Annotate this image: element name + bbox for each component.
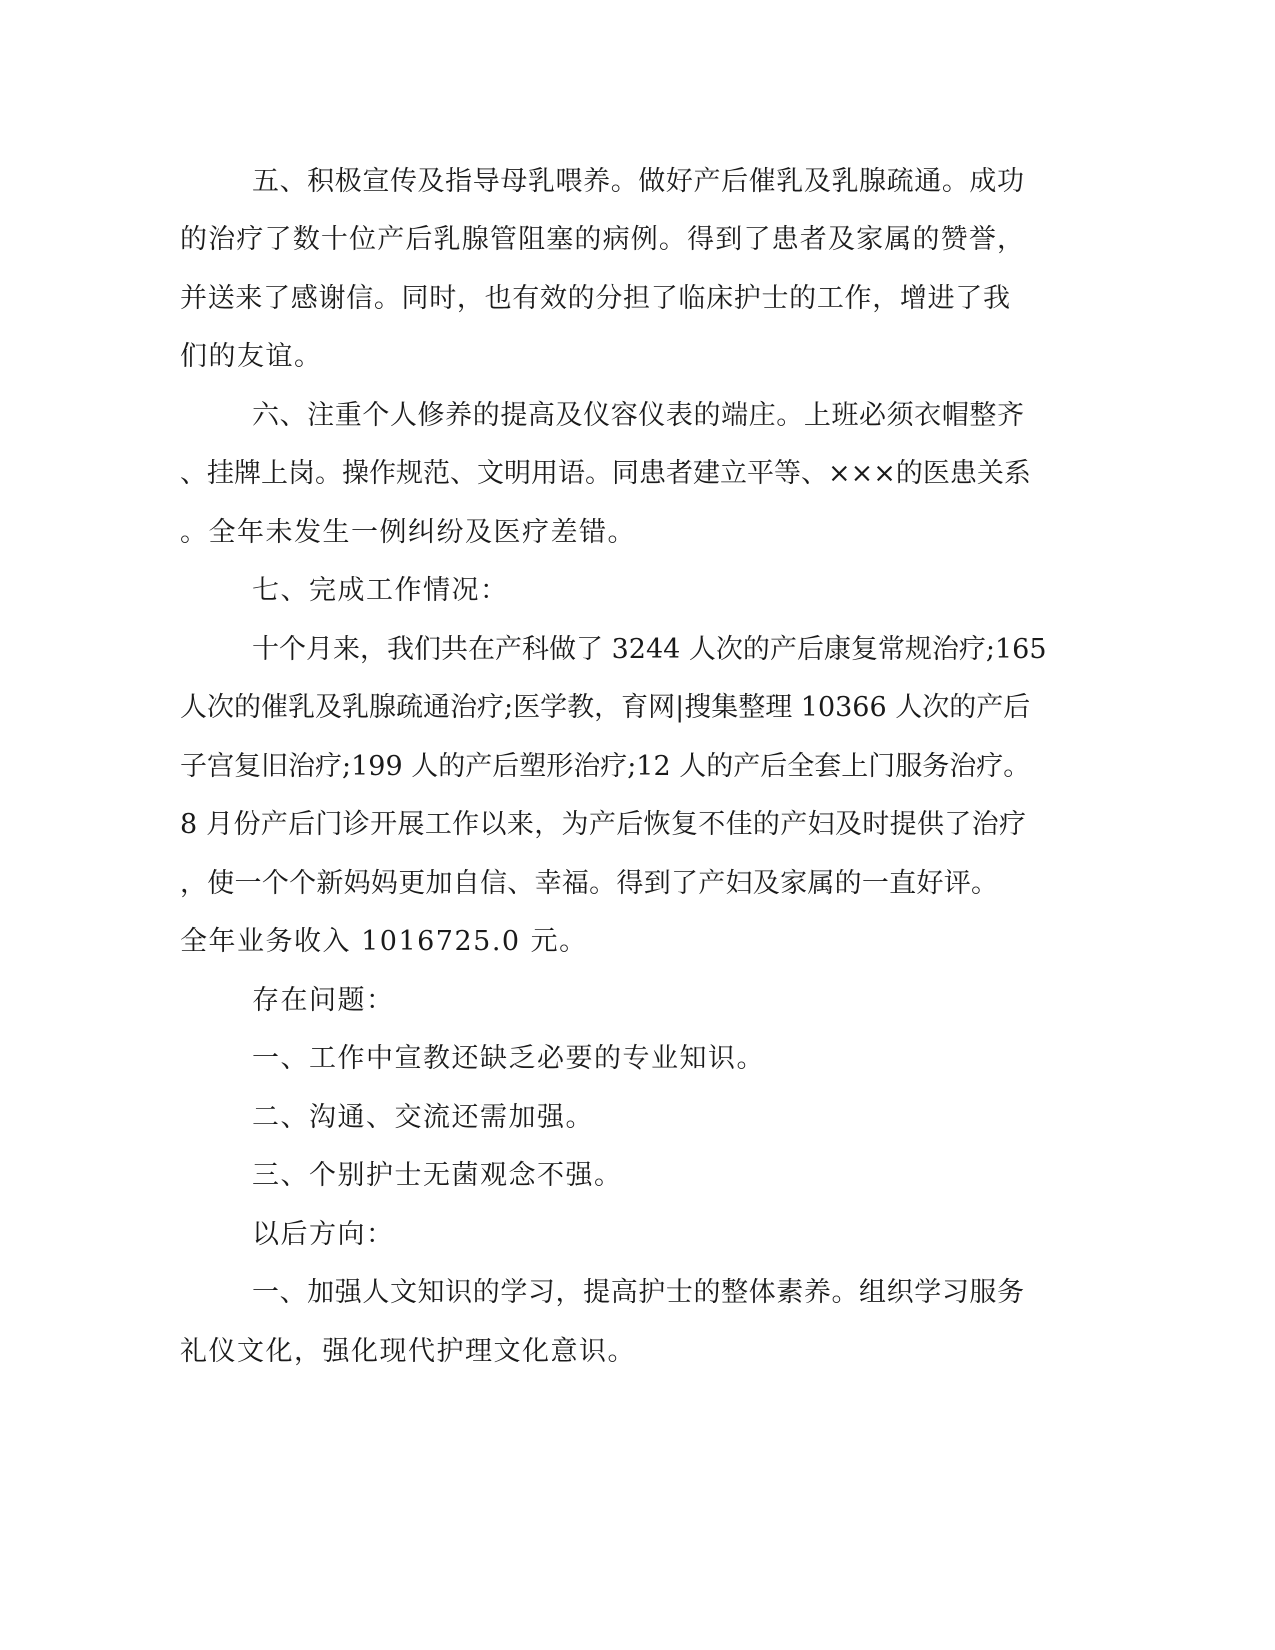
paragraph-line: 二、沟通、交流还需加强。 — [252, 1102, 594, 1133]
paragraph-line: 、挂牌上岗。操作规范、文明用语。同患者建立平等、×××的医患关系 — [180, 458, 1031, 489]
paragraph-line: 一、工作中宣教还缺乏必要的专业知识。 — [252, 1043, 765, 1074]
paragraph-line: 们的友谊。 — [180, 341, 323, 372]
paragraph-line: 全年业务收入 1016725.0 元。 — [180, 926, 588, 957]
paragraph-line: 六、注重个人修养的提高及仪容仪表的端庄。上班必须衣帽整齐 — [252, 400, 1024, 431]
paragraph-line: 十个月来，我们共在产科做了 3244 人次的产后康复常规治疗;165 — [252, 634, 1047, 665]
paragraph-line: 五、积极宣传及指导母乳喂养。做好产后催乳及乳腺疏通。成功 — [252, 166, 1024, 197]
paragraph-line: 人次的催乳及乳腺疏通治疗;医学教，育网|搜集整理 10366 人次的产后 — [180, 692, 1031, 723]
paragraph-line: 七、完成工作情况： — [252, 575, 509, 606]
paragraph-line: 子宫复旧治疗;199 人的产后塑形治疗;12 人的产后全套上门服务治疗。 — [180, 751, 1031, 782]
paragraph-line: 一、加强人文知识的学习，提高护士的整体素养。组织学习服务 — [252, 1277, 1024, 1308]
paragraph-line: 。全年未发生一例纠纷及医疗差错。 — [180, 517, 636, 548]
paragraph-line: 三、个别护士无菌观念不强。 — [252, 1160, 623, 1191]
section-heading: 存在问题： — [252, 985, 395, 1016]
paragraph-line: 8 月份产后门诊开展工作以来，为产后恢复不佳的产妇及时提供了治疗 — [180, 809, 1026, 840]
section-heading: 以后方向： — [252, 1219, 395, 1250]
paragraph-line: 并送来了感谢信。同时，也有效的分担了临床护士的工作，增进了我 — [180, 283, 1010, 314]
paragraph-line: 的治疗了数十位产后乳腺管阻塞的病例。得到了患者及家属的赞誉， — [180, 224, 1024, 255]
paragraph-line: 礼仪文化，强化现代护理文化意识。 — [180, 1336, 636, 1367]
paragraph-line: ，使一个个新妈妈更加自信、幸福。得到了产妇及家属的一直好评。 — [180, 868, 998, 899]
